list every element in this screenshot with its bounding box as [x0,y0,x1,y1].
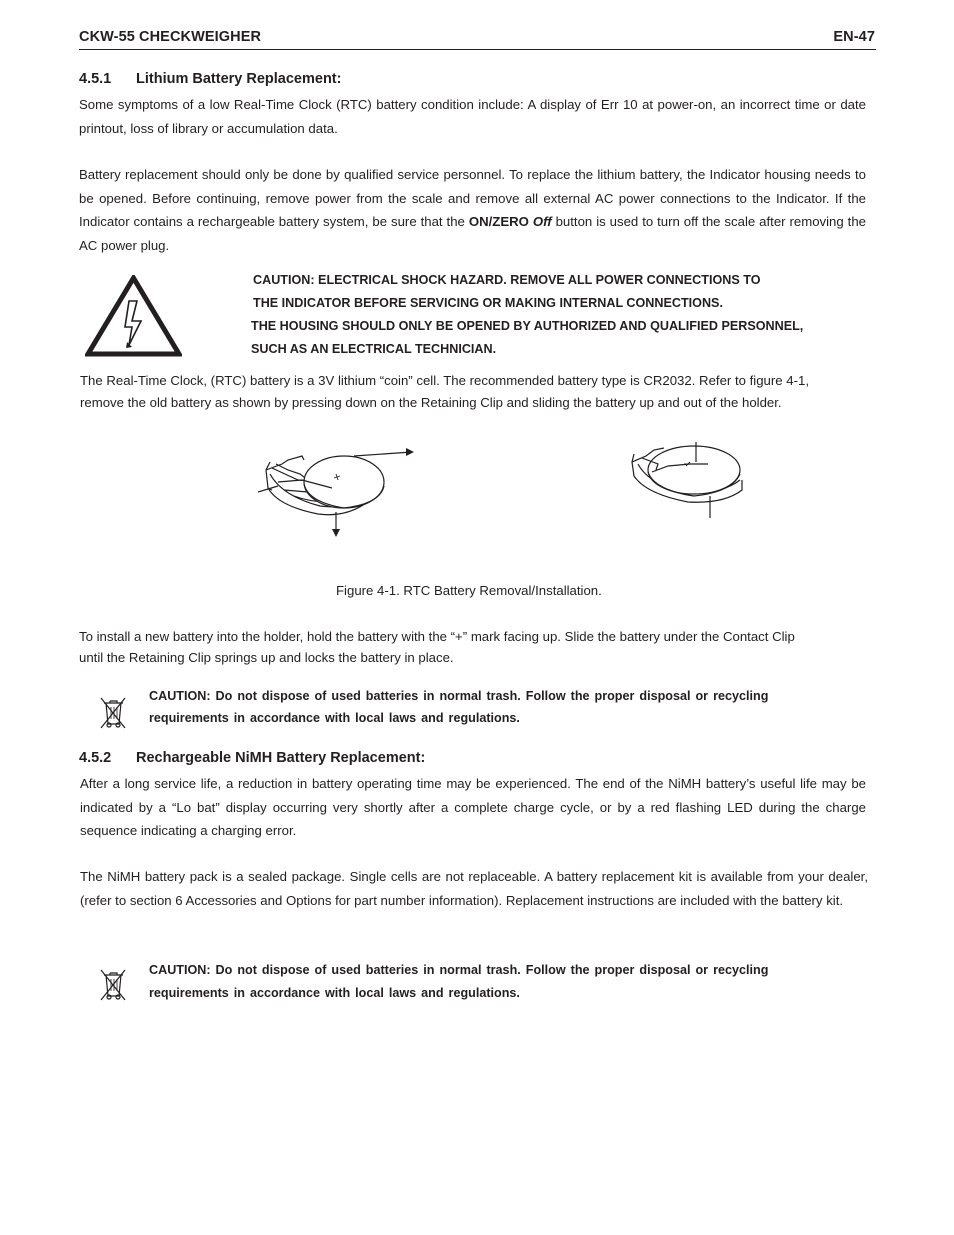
section-number: 4.5.2 [79,750,112,766]
disposal-caution-line: requirements in accordance with local laws and regulations. [149,986,520,1000]
disposal-caution-line: CAUTION: Do not dispose of used batteries in normal trash. Follow the proper disposal or recycling [149,963,769,977]
rtc-battery-paragraph [80,370,809,414]
shock-caution-line: SUCH AS AN ELECTRICAL TECHNICIAN. [251,342,497,356]
disposal-caution-text [149,685,768,729]
nimh-life-paragraph: After a long service life, a reduction in battery operating time may be experienced. The end of the NiMH battery’s useful life may be indicated by a “Lo bat” display occurring very shortly after a complete charge cycle, or by a red flashing LED during the charge sequence indicating a charging error. [80,776,866,838]
para-text: button is used to turn off the scale after removing the AC power plug. [79,214,866,253]
header-rule [79,49,876,50]
para-text: Battery replacement should only be done by qualified service personnel. To replace the lithium battery, the Indicator housing needs to be opened. Before continuing, remove power from the scale and remove all external AC power connections to the Indicator. If the Indicator contains a rechargeable battery system, be sure that the [79,167,866,229]
page-header-title: CKW-55 CHECKWEIGHER [79,29,262,45]
paragraph-line: The Real-Time Clock, (RTC) battery is a 3V lithium “coin” cell. The recommended battery type is CR2032. Refer to figure 4-1, [80,373,810,388]
shock-caution-line: THE INDICATOR BEFORE SERVICING OR MAKING INTERNAL CONNECTIONS. [253,296,723,310]
figure-caption: Figure 4-1. RTC Battery Removal/Installation. [336,583,602,598]
electrical-shock-warning-icon [85,275,182,357]
shock-caution-line: THE HOUSING SHOULD ONLY BE OPENED BY AUTHORIZED AND QUALIFIED PERSONNEL, [251,319,804,333]
battery-removal-diagram [258,440,418,540]
battery-installed-diagram [628,440,748,520]
install-battery-paragraph [79,626,795,668]
section-number: 4.5.1 [79,71,112,87]
crossed-out-bin-icon [99,967,127,1001]
paragraph-line: remove the old battery as shown by pressing down on the Retaining Clip and sliding the battery up and out of the holder. [80,395,782,410]
paragraph-line: To install a new battery into the holder, hold the battery with the “+” mark facing up. Slide the battery under the Contact Clip [79,629,795,644]
crossed-out-bin-icon [99,695,127,729]
page-number: EN-47 [833,29,875,45]
disposal-caution-text [149,959,768,1005]
rtc-symptoms-paragraph: Some symptoms of a low Real-Time Clock (RTC) battery condition include: A display of Err 10 at power-on, an incorrect time or date printout, loss of library or accumulation data. [79,97,866,136]
battery-replacement-paragraph [79,163,866,257]
shock-caution-text [253,269,803,361]
off-label: Off [532,214,552,229]
section-title: Lithium Battery Replacement: [136,71,342,87]
paragraph-line: until the Retaining Clip springs up and locks the battery in place. [79,650,454,665]
disposal-caution-line: CAUTION: Do not dispose of used batteries in normal trash. Follow the proper disposal or recycling [149,689,769,703]
disposal-caution-line: requirements in accordance with local laws and regulations. [149,711,520,725]
shock-caution-line: CAUTION: ELECTRICAL SHOCK HAZARD. REMOVE ALL POWER CONNECTIONS TO [253,273,761,287]
on-zero-button-label: ON/ZERO [468,214,533,229]
section-4-5-1-heading [79,71,341,87]
nimh-kit-paragraph: The NiMH battery pack is a sealed package. Single cells are not replaceable. A battery replacement kit is available from your dealer, (refer to section 6 Accessories and Options for part number information). Replacement instructions are included with the battery kit. [80,869,868,908]
section-title: Rechargeable NiMH Battery Replacement: [136,750,426,766]
section-4-5-2-heading [79,750,425,766]
